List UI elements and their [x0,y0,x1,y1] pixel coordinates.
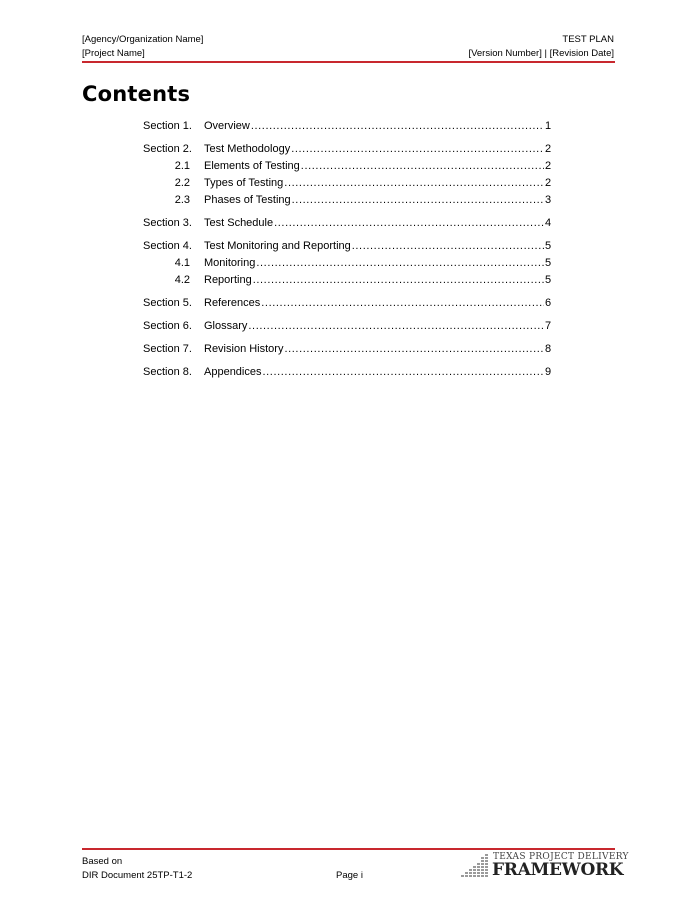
dir-document-id: DIR Document 25TP-T1-2 [82,870,193,881]
toc-number: Section 4. [143,240,192,252]
toc-entry[interactable] [143,215,551,232]
footer-left [82,855,192,883]
toc-entry[interactable] [143,192,551,209]
toc-page: 5 [545,257,552,269]
tpdf-logo [461,851,629,880]
toc-entry[interactable] [143,238,551,255]
toc-label: Reporting [204,274,252,286]
toc-entry[interactable] [143,272,551,289]
toc-number: Section 5. [143,297,192,309]
table-of-contents [143,118,551,381]
bar-graph-icon [461,851,493,879]
toc-page: 6 [545,297,552,309]
toc-leader [284,341,544,358]
toc-label: Glossary [204,320,248,332]
toc-number: Section 1. [143,120,192,132]
toc-leader [263,364,545,381]
toc-number: Section 2. [143,143,192,155]
toc-label: Elements of Testing [204,160,300,172]
toc-number: Section 8. [143,366,192,378]
toc-leader [256,255,544,272]
toc-number: 2.2 [174,177,190,189]
toc-number: 4.2 [174,274,190,286]
header-left [82,33,203,61]
toc-leader [251,118,544,135]
project-name: [Project Name] [82,48,145,59]
based-on-label: Based on [82,856,123,867]
toc-page: 9 [545,366,552,378]
toc-label: References [204,297,261,309]
header-right [468,33,614,61]
toc-number: Section 7. [143,343,192,355]
toc-number: 4.1 [174,257,190,269]
toc-entry[interactable] [143,255,551,272]
toc-label: Test Methodology [204,143,291,155]
toc-label: Test Monitoring and Reporting [204,240,351,252]
toc-entry[interactable] [143,175,551,192]
toc-entry[interactable] [143,118,551,135]
logo-tagline: TEXAS PROJECT DELIVERY [493,852,629,862]
toc-page: 5 [545,240,552,252]
toc-number: Section 6. [143,320,192,332]
toc-leader [291,141,544,158]
header-rule [82,61,615,63]
toc-entry[interactable] [143,318,551,335]
toc-leader [301,158,544,175]
toc-number: 2.1 [174,160,190,172]
toc-leader [274,215,544,232]
toc-label: Phases of Testing [204,194,291,206]
toc-leader [284,175,544,192]
agency-name: [Agency/Organization Name] [82,34,204,45]
toc-leader [253,272,544,289]
page-title: Contents [82,82,191,106]
toc-label: Test Schedule [204,217,274,229]
toc-leader [292,192,544,209]
toc-page: 3 [545,194,552,206]
toc-label: Types of Testing [204,177,284,189]
footer-rule [82,848,615,850]
toc-leader [352,238,544,255]
toc-label: Revision History [204,343,284,355]
toc-page: 2 [545,177,552,189]
toc-entry[interactable] [143,158,551,175]
document-type: TEST PLAN [562,34,614,45]
toc-label: Monitoring [204,257,256,269]
page-number: Page i [336,870,363,881]
toc-label: Appendices [204,366,262,378]
toc-leader [248,318,544,335]
toc-page: 2 [545,143,552,155]
toc-page: 7 [545,320,552,332]
toc-page: 8 [545,343,552,355]
toc-page: 1 [545,120,552,132]
logo-wordmark: FRAMEWORK [492,860,624,880]
toc-number: 2.3 [174,194,190,206]
toc-entry[interactable] [143,141,551,158]
toc-page: 4 [545,217,552,229]
toc-number: Section 3. [143,217,192,229]
toc-entry[interactable] [143,295,551,312]
toc-entry[interactable] [143,341,551,358]
toc-entry[interactable] [143,364,551,381]
version-date: [Version Number] | [Revision Date] [468,48,614,59]
toc-leader [261,295,544,312]
toc-page: 2 [545,160,552,172]
toc-page: 5 [545,274,552,286]
toc-label: Overview [204,120,250,132]
